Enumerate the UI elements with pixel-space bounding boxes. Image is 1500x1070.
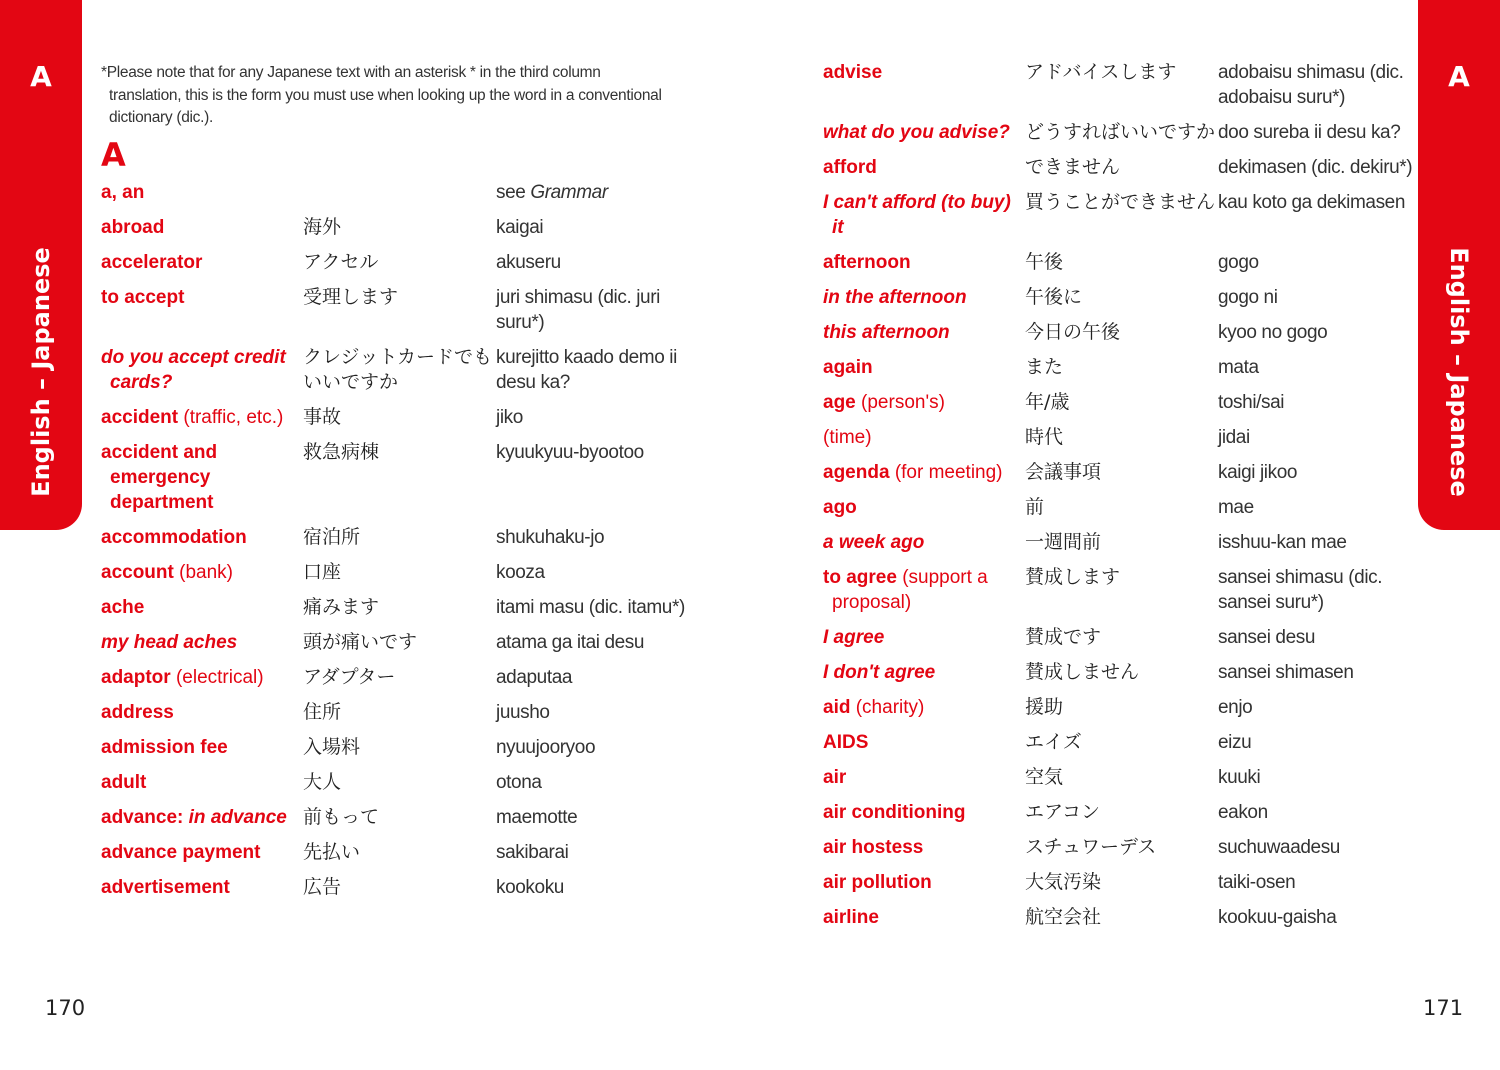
english-headword bbox=[823, 495, 1025, 520]
romaji-text: kyoo no gogo bbox=[1218, 322, 1328, 343]
japanese-translation: 宿泊所 bbox=[303, 526, 361, 548]
japanese-translation: 口座 bbox=[303, 561, 342, 583]
dictionary-entry bbox=[101, 345, 701, 395]
romaji-transliteration bbox=[496, 560, 701, 585]
headword-text: advise bbox=[823, 62, 883, 83]
headword-text: age bbox=[823, 392, 856, 413]
headword-text: air conditioning bbox=[823, 802, 966, 823]
japanese-translation: 大人 bbox=[303, 771, 342, 793]
japanese-translation: どうすればいいですか bbox=[1025, 121, 1216, 143]
headword-text: aid bbox=[823, 697, 851, 718]
romaji-text: maemotte bbox=[496, 807, 578, 828]
headword-text: I can't afford (to buy) it bbox=[823, 192, 1011, 238]
romaji-text: dekimasen (dic. dekiru*) bbox=[1218, 157, 1413, 178]
headword-text: afford bbox=[823, 157, 877, 178]
headword-text: AIDS bbox=[823, 732, 869, 753]
japanese-translation: 大気汚染 bbox=[1025, 871, 1102, 893]
dictionary-entry bbox=[101, 560, 701, 585]
romaji-transliteration bbox=[1218, 390, 1413, 415]
japanese-translation: 賛成です bbox=[1025, 626, 1102, 648]
romaji-transliteration bbox=[1218, 695, 1413, 720]
romaji-text: juri shimasu (dic. juri suru*) bbox=[496, 287, 660, 333]
headword-gloss: (person's) bbox=[861, 392, 945, 413]
romaji-transliteration bbox=[1218, 565, 1413, 615]
english-headword bbox=[823, 530, 1025, 555]
romaji-transliteration bbox=[1218, 765, 1413, 790]
japanese-translation: 入場料 bbox=[303, 736, 361, 758]
romaji-text: mata bbox=[1218, 357, 1259, 378]
japanese-translation: アドバイスします bbox=[1025, 61, 1177, 83]
dictionary-entry bbox=[823, 660, 1413, 685]
headword-text: adaptor bbox=[101, 667, 171, 688]
page-number-right: 171 bbox=[1423, 996, 1464, 1020]
romaji-transliteration bbox=[1218, 835, 1413, 860]
romaji-text: jidai bbox=[1218, 427, 1250, 448]
romaji-text: sansei shimasen bbox=[1218, 662, 1354, 683]
romaji-text: juusho bbox=[496, 702, 550, 723]
romaji-text: sansei shimasu (dic. sansei suru*) bbox=[1218, 567, 1383, 613]
dictionary-entry bbox=[823, 905, 1413, 930]
romaji-text: kau koto ga dekimasen bbox=[1218, 192, 1405, 213]
romaji-text: kookoku bbox=[496, 877, 564, 898]
romaji-text: kooza bbox=[496, 562, 545, 583]
japanese-translation: 年/歳 bbox=[1025, 391, 1070, 413]
romaji-transliteration bbox=[496, 405, 701, 430]
japanese-translation: 賛成しません bbox=[1025, 661, 1140, 683]
headword-text: air hostess bbox=[823, 837, 924, 858]
headword-text: abroad bbox=[101, 217, 165, 238]
romaji-transliteration bbox=[1218, 460, 1413, 485]
headword-text: this afternoon bbox=[823, 322, 950, 343]
romaji-transliteration bbox=[1218, 355, 1413, 380]
dictionary-entry bbox=[101, 735, 701, 760]
page-number-left: 170 bbox=[45, 996, 86, 1020]
romaji-transliteration bbox=[1218, 285, 1413, 310]
english-headword bbox=[823, 870, 1025, 895]
english-headword bbox=[823, 695, 1025, 720]
japanese-translation: 広告 bbox=[303, 876, 342, 898]
headword-text: accommodation bbox=[101, 527, 247, 548]
japanese-translation: 会議事項 bbox=[1025, 461, 1102, 483]
romaji-transliteration bbox=[496, 805, 701, 830]
romaji-transliteration bbox=[496, 440, 701, 465]
dictionary-entry bbox=[823, 60, 1413, 110]
headword-text: my head aches bbox=[101, 632, 238, 653]
dictionary-entry bbox=[101, 180, 701, 205]
japanese-translation: 買うことができません bbox=[1025, 191, 1216, 213]
japanese-translation: 頭が痛いです bbox=[303, 631, 418, 653]
romaji-text: shukuhaku-jo bbox=[496, 527, 605, 548]
tab-letter: A bbox=[1448, 60, 1470, 93]
romaji-text: kuuki bbox=[1218, 767, 1261, 788]
english-headword bbox=[101, 665, 303, 690]
romaji-text: kyuukyuu-byootoo bbox=[496, 442, 644, 463]
headword-text: to accept bbox=[101, 287, 185, 308]
romaji-transliteration bbox=[496, 770, 701, 795]
dictionary-entry bbox=[823, 320, 1413, 345]
headword-text: air bbox=[823, 767, 847, 788]
dictionary-entry bbox=[101, 805, 701, 830]
thumb-index-tab-left bbox=[0, 0, 82, 530]
dictionary-note: *Please note that for any Japanese text with an asterisk * in the third column translation, this is the form you must use when looking up the word in a conventional dictionary (dic.). bbox=[101, 64, 662, 126]
japanese-translation: 前もって bbox=[303, 806, 380, 828]
english-headword bbox=[101, 840, 303, 865]
headword-text: accident and emergency department bbox=[101, 442, 218, 513]
headword-text: address bbox=[101, 702, 174, 723]
dictionary-entry bbox=[823, 870, 1413, 895]
romaji-transliteration bbox=[1218, 120, 1413, 145]
romaji-text: suchuwaadesu bbox=[1218, 837, 1340, 858]
japanese-translation: 一週間前 bbox=[1025, 531, 1102, 553]
english-headword bbox=[823, 800, 1025, 825]
japanese-translation: また bbox=[1025, 356, 1064, 378]
dictionary-entry bbox=[823, 460, 1413, 485]
english-headword bbox=[101, 180, 303, 205]
english-headword bbox=[823, 625, 1025, 650]
dictionary-entry bbox=[101, 405, 701, 430]
romaji-text: eizu bbox=[1218, 732, 1252, 753]
headword-gloss: (support a proposal) bbox=[832, 567, 988, 613]
headword-text: again bbox=[823, 357, 873, 378]
japanese-translation: 今日の午後 bbox=[1025, 321, 1121, 343]
japanese-translation: アクセル bbox=[303, 251, 379, 273]
headword-text: account bbox=[101, 562, 174, 583]
romaji-text: see bbox=[496, 182, 531, 203]
dictionary-entry bbox=[823, 190, 1413, 240]
dictionary-entry bbox=[823, 155, 1413, 180]
dictionary-entry bbox=[101, 525, 701, 550]
headword-gloss: (for meeting) bbox=[894, 462, 1003, 483]
thumb-index-tab-right bbox=[1418, 0, 1500, 530]
japanese-translation: 先払い bbox=[303, 841, 361, 863]
japanese-translation: 空気 bbox=[1025, 766, 1064, 788]
romaji-transliteration bbox=[1218, 155, 1413, 180]
english-headword bbox=[823, 765, 1025, 790]
english-headword bbox=[101, 700, 303, 725]
english-headword bbox=[101, 805, 303, 830]
japanese-translation: 住所 bbox=[303, 701, 342, 723]
japanese-translation: できません bbox=[1025, 156, 1121, 178]
dictionary-entry bbox=[101, 875, 701, 900]
english-headword bbox=[101, 875, 303, 900]
dictionary-entry bbox=[823, 565, 1413, 615]
romaji-transliteration bbox=[1218, 905, 1413, 930]
japanese-translation: 時代 bbox=[1025, 426, 1064, 448]
dictionary-entry bbox=[823, 285, 1413, 310]
headword-text: airline bbox=[823, 907, 879, 928]
romaji-text: kaigai bbox=[496, 217, 544, 238]
headword-text: a week ago bbox=[823, 532, 925, 553]
headword-text: what do you advise? bbox=[823, 122, 1010, 143]
headword-text: I don't agree bbox=[823, 662, 936, 683]
romaji-text: adaputaa bbox=[496, 667, 573, 688]
romaji-transliteration bbox=[1218, 425, 1413, 450]
romaji-transliteration bbox=[1218, 190, 1413, 215]
headword-phrase: in advance bbox=[188, 807, 287, 828]
headword-gloss: (time) bbox=[823, 427, 872, 448]
dictionary-entry bbox=[823, 390, 1413, 415]
right-page-entries bbox=[823, 60, 1413, 940]
romaji-text: kaigi jikoo bbox=[1218, 462, 1298, 483]
headword-text: a, an bbox=[101, 182, 145, 203]
english-headword bbox=[823, 835, 1025, 860]
romaji-transliteration bbox=[1218, 320, 1413, 345]
headword-text: afternoon bbox=[823, 252, 911, 273]
japanese-translation: エアコン bbox=[1025, 801, 1101, 823]
dictionary-entry bbox=[101, 630, 701, 655]
romaji-transliteration bbox=[1218, 800, 1413, 825]
romaji-transliteration bbox=[1218, 530, 1413, 555]
english-headword bbox=[823, 390, 1025, 415]
dictionary-entry bbox=[101, 700, 701, 725]
headword-text: in the afternoon bbox=[823, 287, 967, 308]
romaji-text: adobaisu shimasu (dic. adobaisu suru*) bbox=[1218, 62, 1404, 108]
english-headword bbox=[823, 355, 1025, 380]
romaji-text: sansei desu bbox=[1218, 627, 1316, 648]
english-headword bbox=[101, 345, 303, 395]
japanese-translation: 航空会社 bbox=[1025, 906, 1102, 928]
headword-text: advance payment bbox=[101, 842, 261, 863]
english-headword bbox=[823, 190, 1025, 240]
romaji-transliteration bbox=[496, 665, 701, 690]
english-headword bbox=[101, 770, 303, 795]
dictionary-entry bbox=[101, 840, 701, 865]
headword-text: accelerator bbox=[101, 252, 203, 273]
romaji-text: itami masu (dic. itamu*) bbox=[496, 597, 685, 618]
romaji-text: gogo bbox=[1218, 252, 1259, 273]
romaji-text: mae bbox=[1218, 497, 1254, 518]
dictionary-entry bbox=[823, 355, 1413, 380]
dictionary-entry bbox=[823, 495, 1413, 520]
headword-text: do you accept credit cards? bbox=[101, 347, 286, 393]
romaji-text: doo sureba ii desu ka? bbox=[1218, 122, 1401, 143]
dictionary-entry bbox=[823, 425, 1413, 450]
headword-text: agenda bbox=[823, 462, 890, 483]
romaji-transliteration bbox=[496, 735, 701, 760]
english-headword bbox=[101, 285, 303, 310]
romaji-text: gogo ni bbox=[1218, 287, 1278, 308]
headword-text: to agree bbox=[823, 567, 897, 588]
dictionary-entry bbox=[823, 765, 1413, 790]
left-page-entries bbox=[101, 180, 701, 910]
dictionary-entry bbox=[101, 770, 701, 795]
tab-letter: A bbox=[30, 60, 52, 93]
romaji-transliteration bbox=[1218, 730, 1413, 755]
japanese-translation: 援助 bbox=[1025, 696, 1064, 718]
romaji-transliteration bbox=[496, 345, 701, 395]
romaji-text: otona bbox=[496, 772, 542, 793]
english-headword bbox=[823, 250, 1025, 275]
dictionary-entry bbox=[823, 695, 1413, 720]
dictionary-entry bbox=[101, 440, 701, 515]
dictionary-entry bbox=[823, 625, 1413, 650]
english-headword bbox=[101, 595, 303, 620]
english-headword bbox=[101, 405, 303, 430]
japanese-translation: 事故 bbox=[303, 406, 342, 428]
romaji-transliteration bbox=[496, 525, 701, 550]
romaji-text: eakon bbox=[1218, 802, 1268, 823]
romaji-transliteration bbox=[496, 595, 701, 620]
romaji-text: sakibarai bbox=[496, 842, 569, 863]
section-heading: A bbox=[101, 136, 126, 174]
japanese-translation: エイズ bbox=[1025, 731, 1082, 753]
english-headword bbox=[823, 320, 1025, 345]
cross-reference: Grammar bbox=[530, 182, 608, 203]
headword-text: advance: bbox=[101, 807, 184, 828]
dictionary-entry bbox=[101, 285, 701, 335]
headword-gloss: (traffic, etc.) bbox=[183, 407, 284, 428]
dictionary-entry bbox=[823, 835, 1413, 860]
tab-section-label: English – Japanese bbox=[1445, 247, 1473, 497]
romaji-transliteration bbox=[496, 250, 701, 275]
romaji-text: kurejitto kaado demo ii desu ka? bbox=[496, 347, 677, 393]
japanese-translation: 賛成します bbox=[1025, 566, 1121, 588]
english-headword bbox=[101, 525, 303, 550]
romaji-transliteration bbox=[496, 700, 701, 725]
romaji-text: kookuu-gaisha bbox=[1218, 907, 1337, 928]
english-headword bbox=[101, 250, 303, 275]
english-headword bbox=[101, 215, 303, 240]
romaji-transliteration bbox=[496, 180, 701, 205]
dictionary-entry bbox=[101, 665, 701, 690]
japanese-translation: 受理します bbox=[303, 286, 399, 308]
dictionary-entry bbox=[101, 215, 701, 240]
romaji-text: atama ga itai desu bbox=[496, 632, 645, 653]
headword-text: advertisement bbox=[101, 877, 230, 898]
japanese-translation: クレジットカードでもいいですか bbox=[303, 346, 492, 393]
japanese-translation: スチュワーデス bbox=[1025, 836, 1157, 858]
japanese-translation: 午後 bbox=[1025, 251, 1064, 273]
headword-gloss: (charity) bbox=[855, 697, 925, 718]
japanese-translation: 前 bbox=[1025, 496, 1045, 518]
dictionary-entry bbox=[823, 800, 1413, 825]
dictionary-entry bbox=[101, 595, 701, 620]
english-headword bbox=[823, 660, 1025, 685]
headword-text: accident bbox=[101, 407, 179, 428]
english-headword bbox=[823, 905, 1025, 930]
romaji-transliteration bbox=[1218, 660, 1413, 685]
dictionary-entry bbox=[101, 250, 701, 275]
romaji-transliteration bbox=[1218, 250, 1413, 275]
english-headword bbox=[823, 120, 1025, 145]
romaji-transliteration bbox=[1218, 870, 1413, 895]
headword-text: ago bbox=[823, 497, 857, 518]
romaji-transliteration bbox=[496, 840, 701, 865]
english-headword bbox=[101, 440, 303, 515]
romaji-text: akuseru bbox=[496, 252, 561, 273]
romaji-transliteration bbox=[1218, 60, 1413, 110]
romaji-transliteration bbox=[496, 875, 701, 900]
dictionary-entry bbox=[823, 250, 1413, 275]
english-headword bbox=[101, 630, 303, 655]
romaji-transliteration bbox=[1218, 625, 1413, 650]
english-headword bbox=[823, 155, 1025, 180]
japanese-translation: 痛みます bbox=[303, 596, 380, 618]
romaji-text: nyuujooryoo bbox=[496, 737, 596, 758]
english-headword bbox=[101, 560, 303, 585]
headword-gloss: (bank) bbox=[179, 562, 233, 583]
headword-text: admission fee bbox=[101, 737, 228, 758]
romaji-text: enjo bbox=[1218, 697, 1253, 718]
japanese-translation: 救急病棟 bbox=[303, 441, 380, 463]
romaji-transliteration bbox=[496, 285, 701, 335]
english-headword bbox=[823, 460, 1025, 485]
dictionary-entry bbox=[823, 530, 1413, 555]
headword-text: I agree bbox=[823, 627, 885, 648]
romaji-text: toshi/sai bbox=[1218, 392, 1285, 413]
romaji-text: taiki-osen bbox=[1218, 872, 1296, 893]
headword-gloss: (electrical) bbox=[175, 667, 264, 688]
japanese-translation: 海外 bbox=[303, 216, 342, 238]
english-headword bbox=[823, 285, 1025, 310]
headword-text: ache bbox=[101, 597, 145, 618]
english-headword bbox=[823, 565, 1025, 615]
romaji-transliteration bbox=[496, 630, 701, 655]
english-headword bbox=[823, 730, 1025, 755]
english-headword bbox=[101, 735, 303, 760]
romaji-text: isshuu-kan mae bbox=[1218, 532, 1347, 553]
english-headword bbox=[823, 425, 1025, 450]
japanese-translation: 午後に bbox=[1025, 286, 1083, 308]
romaji-text: jiko bbox=[496, 407, 523, 428]
english-headword bbox=[823, 60, 1025, 85]
tab-section-label: English – Japanese bbox=[27, 247, 55, 497]
headword-text: air pollution bbox=[823, 872, 932, 893]
dictionary-entry bbox=[823, 120, 1413, 145]
japanese-translation: アダプター bbox=[303, 666, 396, 688]
romaji-transliteration bbox=[1218, 495, 1413, 520]
romaji-transliteration bbox=[496, 215, 701, 240]
dictionary-entry bbox=[823, 730, 1413, 755]
headword-text: adult bbox=[101, 772, 147, 793]
